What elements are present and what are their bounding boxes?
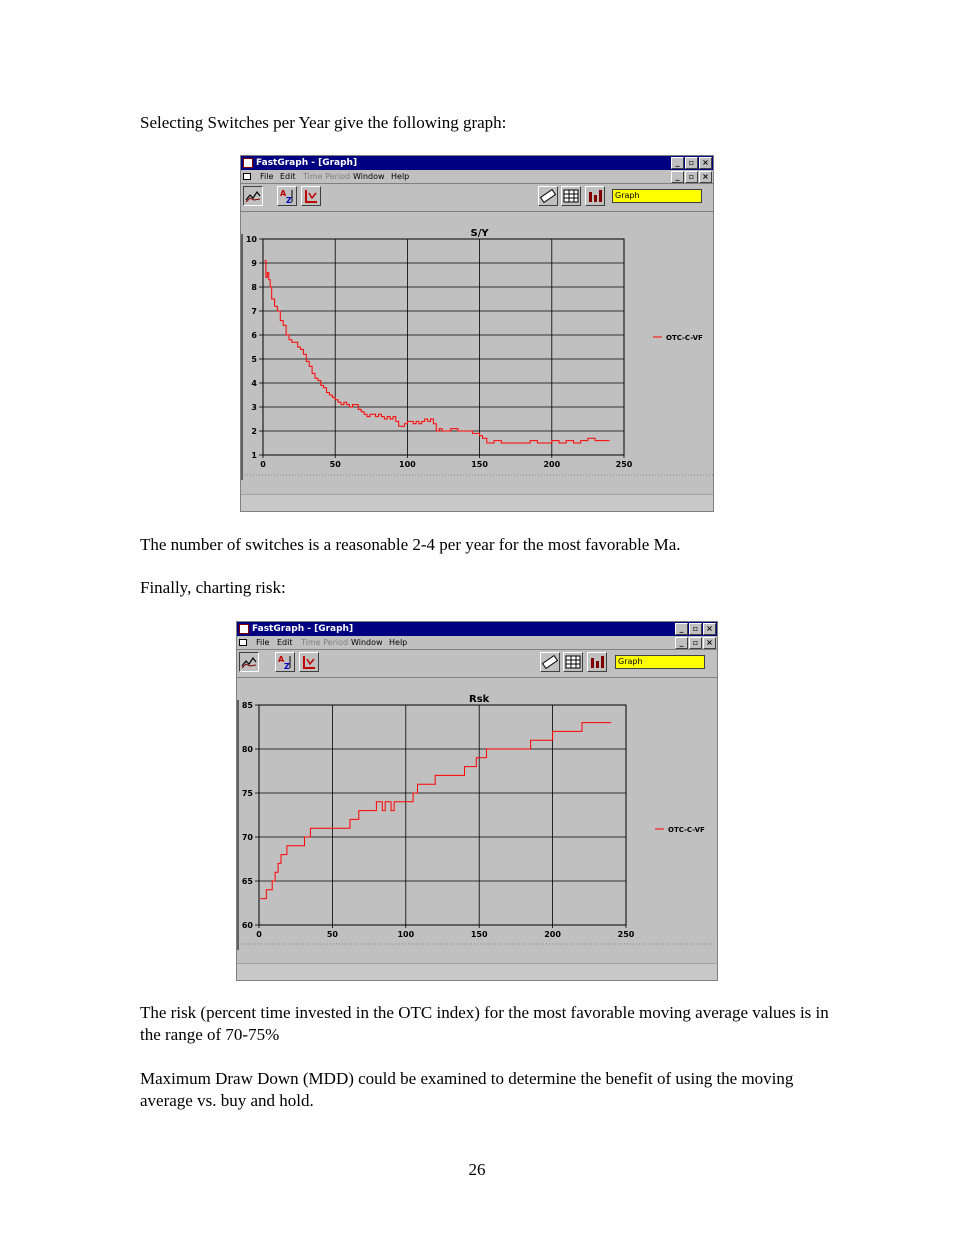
doc-minimize-button[interactable]: _ — [671, 171, 684, 183]
close-button[interactable]: × — [703, 623, 716, 635]
menu-file[interactable]: File — [256, 638, 270, 647]
sort-values-icon[interactable] — [299, 652, 319, 672]
y-tick-label: 75 — [241, 789, 253, 798]
app-icon — [239, 624, 249, 634]
y-tick-label: 65 — [241, 877, 253, 886]
chart-title: Rsk — [469, 694, 490, 705]
menu-edit[interactable]: Edit — [277, 638, 293, 647]
plot-area — [259, 705, 626, 925]
status-bar — [241, 494, 713, 511]
menu-window[interactable]: Window — [351, 638, 383, 647]
sort-values-icon[interactable] — [301, 186, 321, 206]
menu-bar — [241, 170, 713, 184]
close-button[interactable]: × — [699, 157, 712, 169]
y-tick-label: 7 — [251, 307, 257, 316]
x-tick-label: 150 — [471, 460, 488, 469]
window-titlebar — [241, 156, 713, 170]
x-tick-label: 100 — [397, 930, 415, 939]
x-tick-label: 250 — [617, 930, 635, 939]
legend-label: OTC-C-VF — [668, 826, 705, 834]
menu-help[interactable]: Help — [391, 172, 410, 181]
ruler-icon[interactable] — [540, 652, 560, 672]
y-tick-label: 1 — [251, 451, 257, 460]
x-tick-label: 200 — [543, 460, 561, 469]
toolbar — [241, 184, 713, 212]
y-tick-label: 5 — [251, 355, 257, 364]
fastgraph-window-risk — [236, 621, 718, 981]
y-tick-label: 10 — [245, 235, 257, 244]
menu-edit[interactable]: Edit — [280, 172, 296, 181]
plot-area — [263, 239, 624, 455]
risk-intro-paragraph: Finally, charting risk: — [140, 578, 286, 597]
svg-text:A: A — [280, 189, 287, 198]
menu-bar — [237, 636, 717, 650]
y-tick-label: 70 — [241, 833, 253, 842]
x-tick-label: 0 — [256, 930, 262, 939]
status-bar — [237, 963, 717, 980]
doc-restore-button[interactable]: ▫ — [689, 637, 702, 649]
x-tick-label: 50 — [329, 460, 341, 469]
series-line — [264, 261, 609, 443]
legend-label: OTC-C-VF — [666, 334, 703, 342]
mdd-paragraph: Maximum Draw Down (MDD) could be examined to determine the benefit of using the moving average vs. buy and hold. — [140, 1069, 794, 1110]
document-icon[interactable] — [239, 639, 247, 646]
window-title: FastGraph - [Graph] — [252, 624, 354, 634]
svg-text:Z: Z — [284, 662, 290, 671]
menu-time-period[interactable]: Time Period — [303, 172, 351, 181]
bar-chart-icon[interactable] — [587, 652, 607, 672]
page-number: 26 — [468, 1160, 486, 1179]
chart-title: S/Y — [470, 228, 489, 239]
switches-per-year-chart — [241, 212, 713, 495]
chart-icon[interactable] — [243, 186, 263, 206]
table-icon[interactable] — [561, 186, 581, 206]
y-tick-label: 9 — [251, 259, 257, 268]
minimize-button[interactable]: _ — [675, 623, 688, 635]
y-tick-label: 60 — [241, 921, 253, 930]
chart-icon[interactable] — [239, 652, 259, 672]
restore-button[interactable]: ▫ — [685, 157, 698, 169]
sort-az-icon[interactable] — [277, 186, 297, 206]
menu-help[interactable]: Help — [389, 638, 408, 647]
doc-restore-button[interactable]: ▫ — [685, 171, 698, 183]
app-icon — [243, 158, 253, 168]
y-tick-label: 85 — [241, 701, 253, 710]
document-icon[interactable] — [243, 173, 251, 180]
x-tick-label: 0 — [260, 460, 266, 469]
restore-button[interactable]: ▫ — [689, 623, 702, 635]
x-tick-label: 50 — [326, 930, 338, 939]
x-tick-label: 200 — [544, 930, 561, 939]
x-tick-label: 100 — [399, 460, 416, 469]
graph-select[interactable]: Graph — [612, 189, 702, 203]
y-tick-label: 2 — [251, 427, 257, 436]
menu-file[interactable]: File — [260, 172, 274, 181]
y-tick-label: 4 — [251, 379, 257, 388]
svg-text:Z: Z — [286, 196, 292, 205]
toolbar — [237, 650, 717, 678]
x-tick-label: 250 — [615, 460, 633, 469]
doc-close-button[interactable]: × — [699, 171, 712, 183]
table-icon[interactable] — [563, 652, 583, 672]
window-title: FastGraph - [Graph] — [256, 158, 358, 168]
svg-text:A: A — [278, 655, 285, 664]
y-tick-label: 3 — [251, 403, 257, 412]
doc-close-button[interactable]: × — [703, 637, 716, 649]
bar-chart-icon[interactable] — [585, 186, 605, 206]
window-titlebar — [237, 622, 717, 636]
sort-az-icon[interactable] — [275, 652, 295, 672]
risk-paragraph: The risk (percent time invested in the OTC index) for the most favorable moving average values is in the range of 70-75% — [140, 1003, 829, 1044]
y-tick-label: 6 — [251, 331, 257, 340]
intro-paragraph: Selecting Switches per Year give the following graph: — [140, 113, 507, 132]
y-tick-label: 8 — [251, 283, 257, 292]
y-tick-label: 80 — [241, 745, 253, 754]
doc-minimize-button[interactable]: _ — [675, 637, 688, 649]
graph-select[interactable]: Graph — [615, 655, 705, 669]
x-tick-label: 150 — [470, 930, 488, 939]
menu-time-period[interactable]: Time Period — [301, 638, 349, 647]
ruler-icon[interactable] — [538, 186, 558, 206]
minimize-button[interactable]: _ — [671, 157, 684, 169]
risk-chart — [237, 678, 717, 964]
menu-window[interactable]: Window — [353, 172, 385, 181]
switches-paragraph: The number of switches is a reasonable 2-4 per year for the most favorable Ma. — [140, 535, 681, 554]
fastgraph-window-switches — [240, 155, 714, 512]
